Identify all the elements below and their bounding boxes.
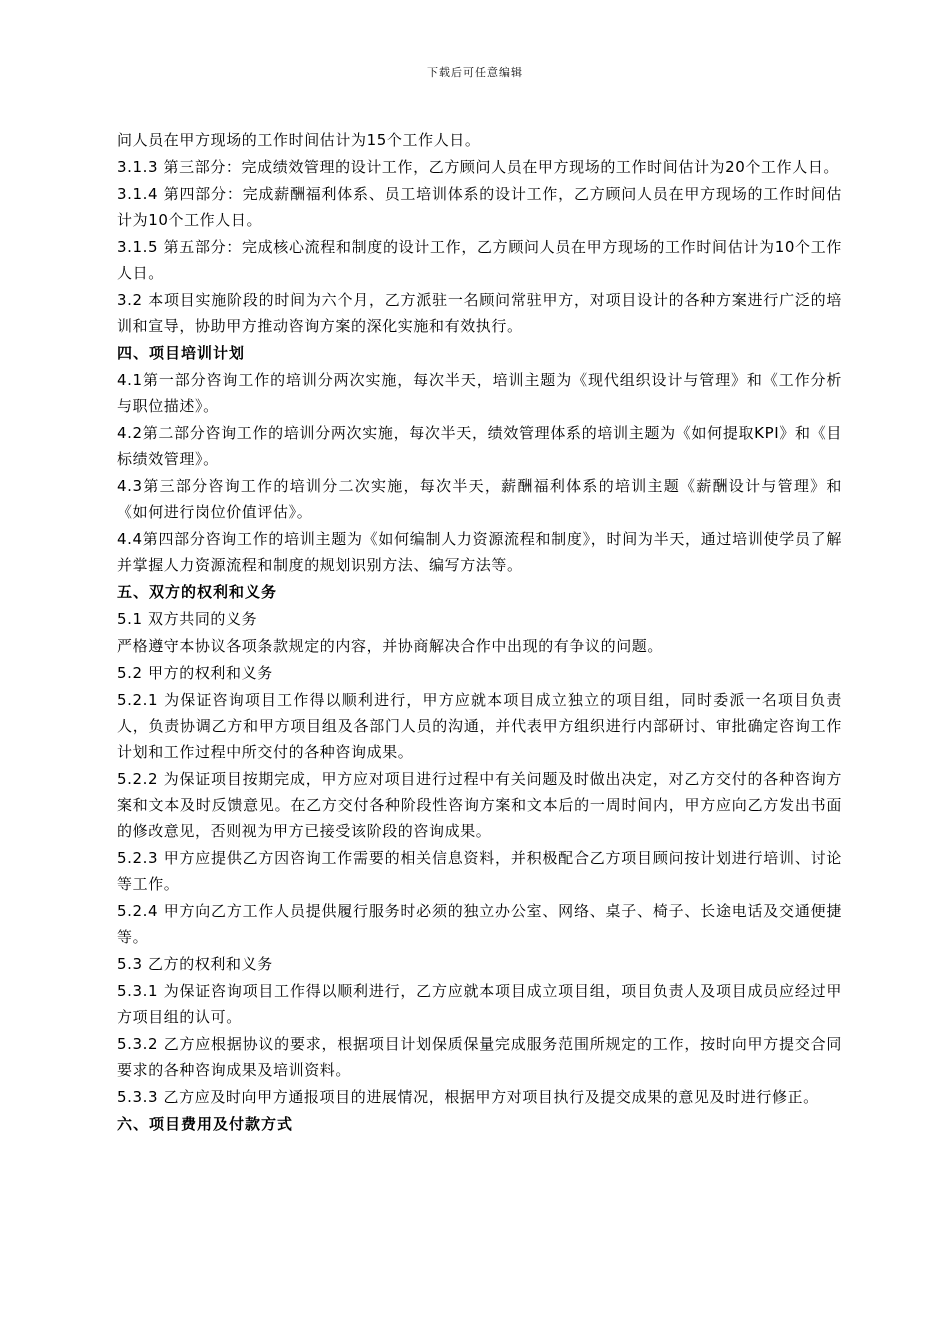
paragraph: 4.2第二部分咨询工作的培训分两次实施，每次半天，绩效管理体系的培训主题为《如何提取KPI》和《目标绩效管理》。 bbox=[117, 424, 842, 468]
section-heading: 六、项目费用及付款方式 bbox=[117, 1115, 294, 1133]
paragraph: 5.3.1 为保证咨询项目工作得以顺利进行，乙方应就本项目成立项目组，项目负责人及项目成员应经过甲方项目组的认可。 bbox=[117, 982, 842, 1026]
paragraph: 5.3.2 乙方应根据协议的要求，根据项目计划保质保量完成服务范围所规定的工作，按时向甲方提交合同要求的各种咨询成果及培训资料。 bbox=[117, 1035, 842, 1079]
section-heading: 四、项目培训计划 bbox=[117, 344, 246, 362]
section-heading: 五、双方的权利和义务 bbox=[117, 583, 278, 601]
paragraph: 3.1.3 第三部分：完成绩效管理的设计工作，乙方顾问人员在甲方现场的工作时间估计为20个工作人日。 bbox=[117, 158, 840, 176]
paragraph: 5.2 甲方的权利和义务 bbox=[117, 664, 273, 682]
paragraph: 问人员在甲方现场的工作时间估计为15个工作人日。 bbox=[117, 131, 481, 149]
paragraph: 5.1 双方共同的义务 bbox=[117, 610, 258, 628]
document-body bbox=[117, 127, 842, 1138]
paragraph: 4.4第四部分咨询工作的培训主题为《如何编制人力资源流程和制度》，时间为半天，通过培训使学员了解并掌握人力资源流程和制度的规划识别方法、编写方法等。 bbox=[117, 530, 842, 574]
page-header: 下载后可任意编辑 bbox=[427, 66, 523, 79]
paragraph: 5.2.4 甲方向乙方工作人员提供履行服务时必须的独立办公室、网络、桌子、椅子、长途电话及交通便捷等。 bbox=[117, 902, 842, 946]
paragraph: 3.1.4 第四部分：完成薪酬福利体系、员工培训体系的设计工作，乙方顾问人员在甲方现场的工作时间估计为10个工作人日。 bbox=[117, 185, 842, 229]
paragraph: 5.2.1 为保证咨询项目工作得以顺利进行，甲方应就本项目成立独立的项目组，同时委派一名项目负责人，负责协调乙方和甲方项目组及各部门人员的沟通，并代表甲方组织进行内部研讨、审批确定咨询工作计划和工作过程中所交付的各种咨询成果。 bbox=[117, 691, 842, 761]
paragraph: 4.1第一部分咨询工作的培训分两次实施，每次半天，培训主题为《现代组织设计与管理》和《工作分析与职位描述》。 bbox=[117, 371, 842, 415]
paragraph: 5.2.2 为保证项目按期完成，甲方应对项目进行过程中有关问题及时做出决定，对乙方交付的各种咨询方案和文本及时反馈意见。在乙方交付各种阶段性咨询方案和文本后的一周时间内，甲方应向乙方发出书面的修改意见，否则视为甲方已接受该阶段的咨询成果。 bbox=[117, 770, 842, 840]
paragraph: 5.2.3 甲方应提供乙方因咨询工作需要的相关信息资料，并积极配合乙方项目顾问按计划进行培训、讨论等工作。 bbox=[117, 849, 842, 893]
paragraph: 3.2 本项目实施阶段的时间为六个月，乙方派驻一名顾问常驻甲方，对项目设计的各种方案进行广泛的培训和宣导，协助甲方推动咨询方案的深化实施和有效执行。 bbox=[117, 291, 842, 335]
paragraph: 严格遵守本协议各项条款规定的内容，并协商解决合作中出现的有争议的问题。 bbox=[117, 637, 664, 655]
paragraph: 5.3 乙方的权利和义务 bbox=[117, 955, 273, 973]
paragraph: 4.3第三部分咨询工作的培训分二次实施，每次半天，薪酬福利体系的培训主题《薪酬设计与管理》和《如何进行岗位价值评估》。 bbox=[117, 477, 842, 521]
paragraph: 3.1.5 第五部分：完成核心流程和制度的设计工作，乙方顾问人员在甲方现场的工作时间估计为10个工作人日。 bbox=[117, 238, 842, 282]
paragraph: 5.3.3 乙方应及时向甲方通报项目的进展情况，根据甲方对项目执行及提交成果的意见及时进行修正。 bbox=[117, 1088, 819, 1106]
